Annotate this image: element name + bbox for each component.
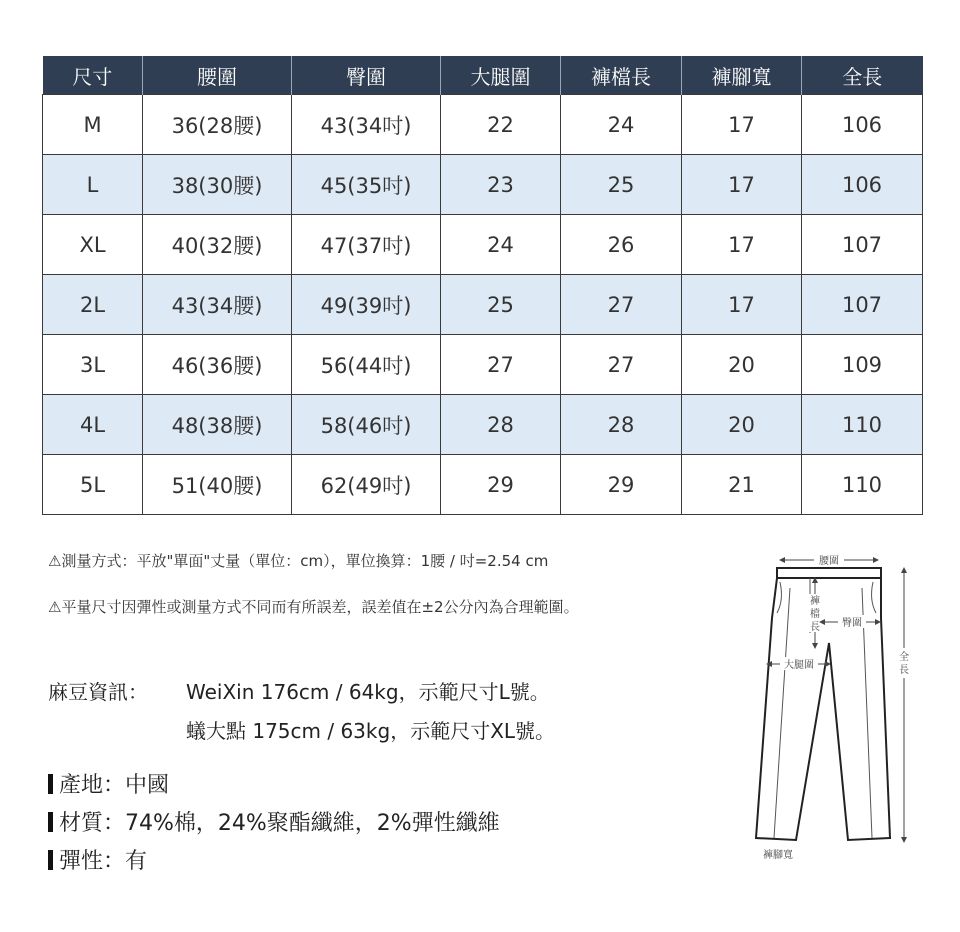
table-cell: 110 (802, 395, 923, 455)
spec-elasticity-text: 彈性：有 (59, 849, 148, 874)
model-info-line-2: 蟻大點 175cm / 63kg，示範尺寸XL號。 (186, 719, 556, 743)
spec-origin (48, 768, 169, 799)
length-label-2: 長 (899, 665, 909, 676)
table-cell: 109 (802, 335, 923, 395)
table-cell: 5L (43, 455, 143, 515)
table-cell: 40(32腰) (143, 215, 292, 275)
rise-label-3: 長 (810, 622, 820, 633)
table-cell: 51(40腰) (143, 455, 292, 515)
table-cell: 17 (682, 275, 802, 335)
table-cell: L (43, 155, 143, 215)
table-cell: 28 (561, 395, 682, 455)
table-cell: 17 (682, 95, 802, 155)
bullet-bar (48, 812, 53, 832)
table-row (43, 455, 923, 515)
table-cell: 49(39吋) (292, 275, 441, 335)
table-cell: 43(34吋) (292, 95, 441, 155)
header-rise: 褲檔長 (561, 56, 682, 95)
table-cell: 29 (561, 455, 682, 515)
bullet-bar (48, 850, 53, 870)
header-length: 全長 (802, 56, 923, 95)
table-cell: 107 (802, 215, 923, 275)
table-cell: 27 (561, 275, 682, 335)
hem-label: 褲腳寬 (763, 850, 793, 861)
table-cell: 107 (802, 275, 923, 335)
table-cell: 28 (441, 395, 561, 455)
table-cell: 2L (43, 275, 143, 335)
hip-label: 臀圍 (842, 618, 862, 629)
rise-label-1: 褲 (810, 596, 820, 607)
table-cell: 46(36腰) (143, 335, 292, 395)
table-cell: 21 (682, 455, 802, 515)
model-info-line-1: WeiXin 176cm / 64kg，示範尺寸L號。 (186, 680, 550, 704)
spec-material-text: 材質：74%棉，24%聚酯纖維，2%彈性纖維 (59, 811, 500, 836)
table-cell: 29 (441, 455, 561, 515)
spec-material (48, 806, 500, 837)
table-cell: 106 (802, 155, 923, 215)
table-cell: 23 (441, 155, 561, 215)
thigh-label: 大腿圍 (784, 660, 814, 671)
table-cell: 22 (441, 95, 561, 155)
table-cell: 26 (561, 215, 682, 275)
pants-measurement-diagram (752, 548, 922, 868)
table-row (43, 215, 923, 275)
table-cell: M (43, 95, 143, 155)
table-cell: 56(44吋) (292, 335, 441, 395)
table-cell: 106 (802, 95, 923, 155)
table-row (43, 275, 923, 335)
table-cell: XL (43, 215, 143, 275)
table-cell: 24 (561, 95, 682, 155)
table-cell: 27 (441, 335, 561, 395)
table-cell: 62(49吋) (292, 455, 441, 515)
table-row (43, 155, 923, 215)
header-size: 尺寸 (43, 56, 143, 95)
rise-label-2: 檔 (810, 609, 820, 620)
table-cell: 45(35吋) (292, 155, 441, 215)
model-info-label: 麻豆資訊： (48, 680, 148, 704)
table-cell: 110 (802, 455, 923, 515)
table-cell: 17 (682, 155, 802, 215)
spec-origin-text: 產地：中國 (59, 773, 170, 798)
table-cell: 25 (561, 155, 682, 215)
length-label-1: 全 (899, 652, 909, 663)
table-cell: 25 (441, 275, 561, 335)
table-cell: 36(28腰) (143, 95, 292, 155)
measurement-note: ⚠測量方式：平放"單面"丈量（單位：cm），單位換算：1腰 / 吋=2.54 cm (48, 552, 549, 570)
error-note: ⚠平量尺寸因彈性或測量方式不同而有所誤差，誤差值在±2公分內為合理範圍。 (48, 598, 579, 616)
table-cell: 24 (441, 215, 561, 275)
table-cell: 58(46吋) (292, 395, 441, 455)
spec-elasticity (48, 844, 147, 875)
table-row (43, 335, 923, 395)
header-hem: 褲腳寬 (682, 56, 802, 95)
header-hip: 臀圍 (292, 56, 441, 95)
table-cell: 27 (561, 335, 682, 395)
waist-label: 腰圍 (819, 556, 839, 567)
table-cell: 4L (43, 395, 143, 455)
header-waist: 腰圍 (143, 56, 292, 95)
size-table (42, 56, 923, 515)
table-cell: 47(37吋) (292, 215, 441, 275)
table-cell: 43(34腰) (143, 275, 292, 335)
table-cell: 38(30腰) (143, 155, 292, 215)
table-row (43, 395, 923, 455)
bullet-bar (48, 774, 53, 794)
table-header-row (43, 56, 923, 95)
header-thigh: 大腿圍 (441, 56, 561, 95)
table-row (43, 95, 923, 155)
table-cell: 20 (682, 335, 802, 395)
table-cell: 17 (682, 215, 802, 275)
table-cell: 3L (43, 335, 143, 395)
table-cell: 20 (682, 395, 802, 455)
table-cell: 48(38腰) (143, 395, 292, 455)
